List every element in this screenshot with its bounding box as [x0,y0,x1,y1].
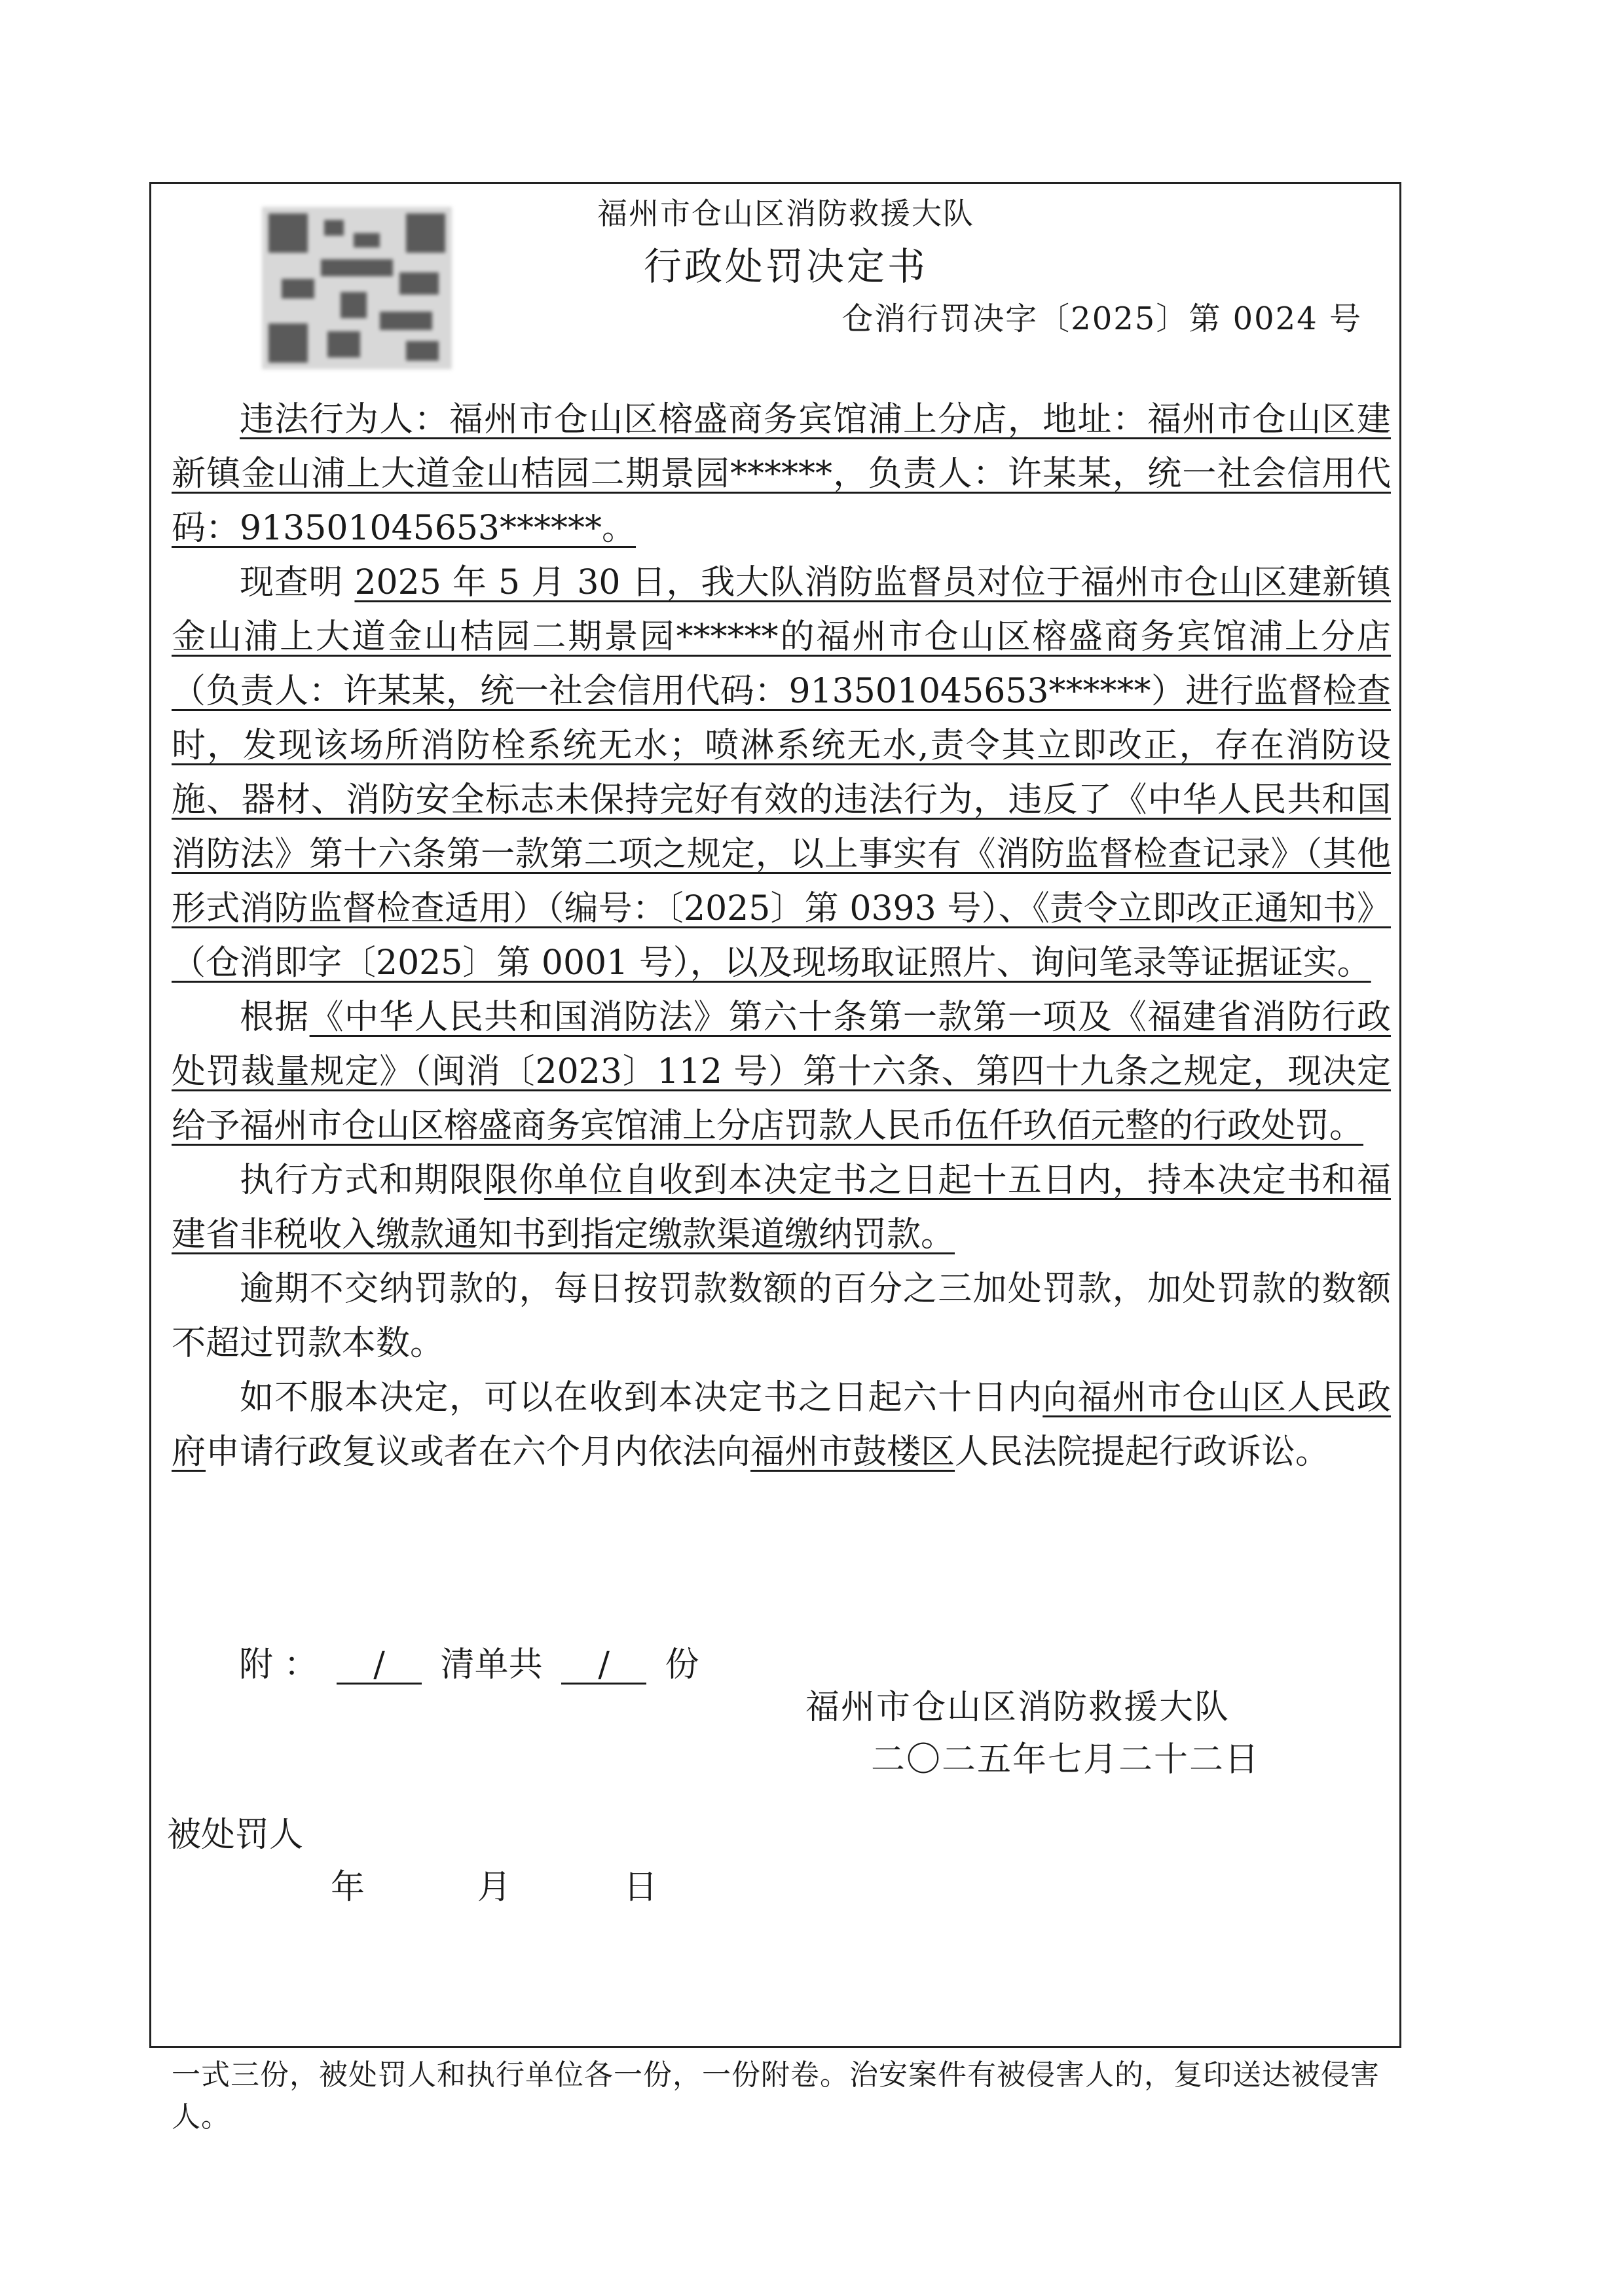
appeal-review-body: 向福州市仓山区人民政府 [172,1378,1391,1472]
appeal-lead: 如不服本决定，可以在收到本决定书之日起六十日内 [240,1378,1043,1417]
paragraph-overdue [172,1262,1391,1371]
party-day: 日 [623,1868,658,1907]
attachment-line [239,1637,699,1686]
signature-date: 二〇二五年七月二十二日 [871,1740,1261,1779]
party-date-line [331,1859,720,1908]
attachment-blank-2: / [561,1647,646,1685]
issuing-agency: 福州市仓山区消防救援大队 [597,196,974,231]
attachment-label: 附 ： [239,1645,318,1685]
signature-agency: 福州市仓山区消防救援大队 [805,1688,1230,1727]
facts-lead: 现查明 [240,563,355,602]
party-month: 月 [477,1868,511,1907]
document-title: 行政处罚决定书 [643,244,928,289]
paragraph-execution [172,1154,1391,1262]
decision-lead: 根据 [240,998,310,1037]
execution-text: 限你单位自收到本决定书之日起十五日内，持本决定书和福建省非税收入缴款通知书到指定缴款渠道缴纳罚款。 [172,1161,1391,1254]
party-label: 被处罚人 [167,1815,304,1855]
overdue-text: 逾期不交纳罚款的，每日按罚款数额的百分之三加处罚款，加处罚款的数额不超过罚款本数。 [172,1269,1391,1363]
appeal-middle: 申请行政复议或者在六个月内依法向 [206,1432,751,1472]
attachment-unit: 份 [665,1645,699,1685]
appeal-tail: 人民法院提起行政诉讼。 [955,1432,1330,1472]
facts-text: 2025 年 5 月 30 日，我大队消防监督员对位于福州市仓山区建新镇金山浦上大道金山桔园二期景园******的福州市仓山区榕盛商务宾馆浦上分店（负责人：许某某，统一社会信用代码：913501045653******）进行监督检查时，发现该场所消防栓系统无水；喷淋系统无水,责令其立即改正，存在消防设施、器材、消防安全标志未保持完好有效的违法行为，违反了《中华人民共和国消防法》第十六条第一款第二项之规定，以上事实有《消防监督检查记录》（其他形式消防监督检查适用）（编号：〔2025〕第 0393 号）、《责令立即改正通知书》（仓消即字〔2025〕第 0001 号），以及现场取证照片、询问笔录等证据证实。 [172,563,1391,983]
execution-lead: 执行方式和期限 [240,1161,485,1200]
offender-info: 违法行为人：福州市仓山区榕盛商务宾馆浦上分店，地址：福州市仓山区建新镇金山浦上大道金山桔园二期景园******，负责人：许某某，统一社会信用代码：913501045653******。 [172,400,1391,548]
paragraph-offender [172,393,1391,556]
party-year: 年 [331,1868,365,1907]
appeal-court-district: 福州市鼓楼区 [750,1432,955,1472]
decision-text: 《中华人民共和国消防法》第六十条第一款第一项及《福建省消防行政处罚裁量规定》（闽消〔2023〕112 号）第十六条、第四十九条之规定，现决定给予福州市仓山区榕盛商务宾馆浦上分店罚款人民币伍仟玖佰元整的行政处罚。 [172,998,1391,1146]
attachment-blank-1: / [337,1647,422,1685]
document-number: 仓消行罚决字〔2025〕第 0024 号 [841,301,1362,337]
footer-note: 一式三份，被处罚人和执行单位各一份，一份附卷。治安案件有被侵害人的，复印送达被侵害人。 [172,2058,1380,2134]
attachment-middle: 清单共 [440,1645,543,1685]
document-body [172,393,1391,1480]
paragraph-appeal [172,1371,1391,1480]
paragraph-decision [172,991,1391,1154]
paragraph-facts [172,556,1391,991]
